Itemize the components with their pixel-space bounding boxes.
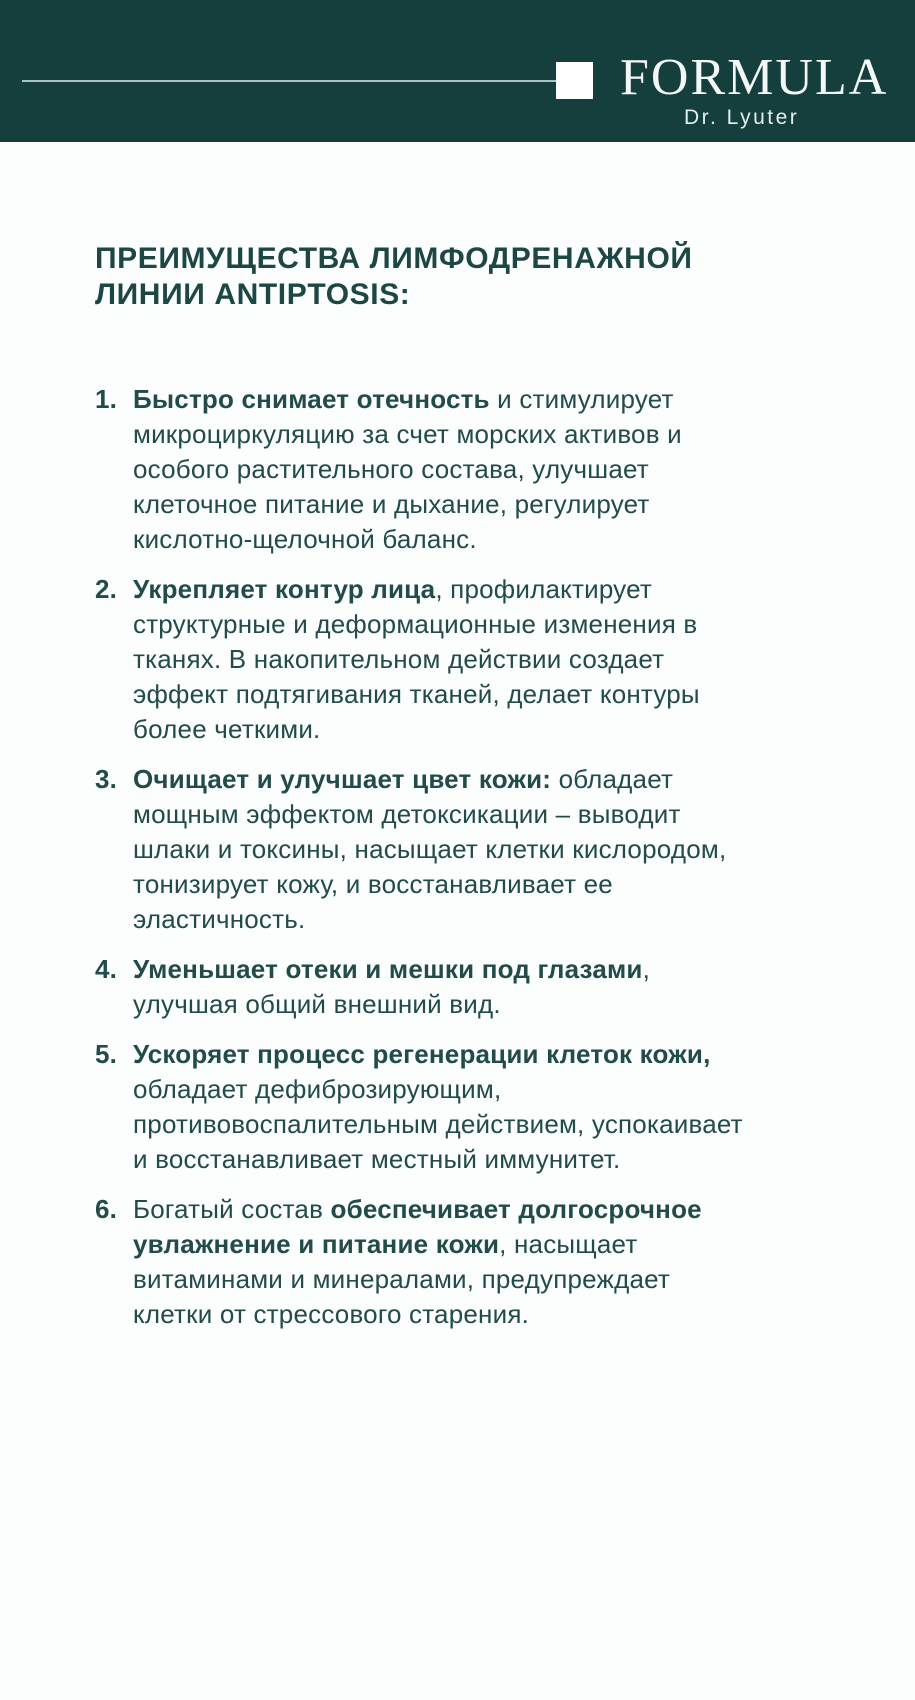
- header-rule-line: [22, 80, 556, 82]
- benefit-text: [133, 952, 753, 1022]
- benefit-text-segment: обладает дефиброзирующим, противовоспалительным действием, успокаивает и восстанавливает местный иммунитет.: [133, 1074, 743, 1174]
- benefit-number: 3.: [95, 764, 118, 794]
- benefit-text: [133, 762, 753, 937]
- content-area: [0, 142, 915, 1332]
- brand-header: [0, 0, 915, 142]
- benefit-text-segment: , насыщает витаминами и минералами, предупреждает клетки от стрессового старения.: [133, 1229, 671, 1329]
- benefit-item: [95, 952, 760, 1022]
- benefit-text-segment: Богатый состав: [133, 1194, 331, 1224]
- benefit-item: [95, 762, 760, 937]
- benefit-item: [95, 1192, 760, 1332]
- benefit-text-segment: обладает мощным эффектом детоксикации – выводит шлаки и токсины, насыщает клетки кислородом, тонизирует кожу, и восстанавливает ее эластичность.: [133, 764, 727, 934]
- page-title-line-2: ЛИНИИ ANTIPTOSIS:: [95, 278, 411, 311]
- benefit-text: [133, 1192, 753, 1332]
- benefit-text-bold-segment: Ускоряет процесс регенерации клеток кожи,: [133, 1039, 711, 1069]
- benefits-list: [95, 382, 760, 1332]
- page-title-line-1: ПРЕИМУЩЕСТВА ЛИМФОДРЕНАЖНОЙ: [95, 242, 693, 275]
- benefit-text-segment: и стимулирует микроциркуляцию за счет морских активов и особого растительного состава, улучшает клеточное питание и дыхание, регулирует кислотно-щелочной баланс.: [133, 384, 682, 554]
- benefit-text-bold-segment: Очищает и улучшает цвет кожи:: [133, 764, 552, 794]
- benefit-item: [95, 1037, 760, 1177]
- page-title: [95, 241, 915, 313]
- benefit-text-bold-segment: Быстро снимает отечность: [133, 384, 490, 414]
- benefit-text-segment: , профилактирует структурные и деформационные изменения в тканях. В накопительном действии создает эффект подтягивания тканей, делает контуры более четкими.: [133, 574, 700, 744]
- benefit-text: [133, 572, 753, 747]
- benefit-text-segment: , улучшая общий внешний вид.: [133, 954, 651, 1019]
- benefit-text: [133, 1037, 753, 1177]
- benefit-text: [133, 382, 753, 557]
- brand-subtitle: Dr. Lyuter: [684, 106, 800, 129]
- benefit-number: 2.: [95, 574, 118, 604]
- brand-name: FORMULA: [620, 49, 889, 106]
- benefit-number: 1.: [95, 384, 118, 414]
- benefit-number: 6.: [95, 1194, 118, 1224]
- brand-square-icon: [556, 62, 593, 99]
- benefit-text-bold-segment: обеспечивает долгосрочное увлажнение и питание кожи: [133, 1194, 702, 1259]
- benefit-number: 5.: [95, 1039, 118, 1069]
- benefit-item: [95, 382, 760, 557]
- benefit-number: 4.: [95, 954, 118, 984]
- benefit-item: [95, 572, 760, 747]
- benefit-text-bold-segment: Укрепляет контур лица: [133, 574, 436, 604]
- benefit-text-bold-segment: Уменьшает отеки и мешки под глазами: [133, 954, 643, 984]
